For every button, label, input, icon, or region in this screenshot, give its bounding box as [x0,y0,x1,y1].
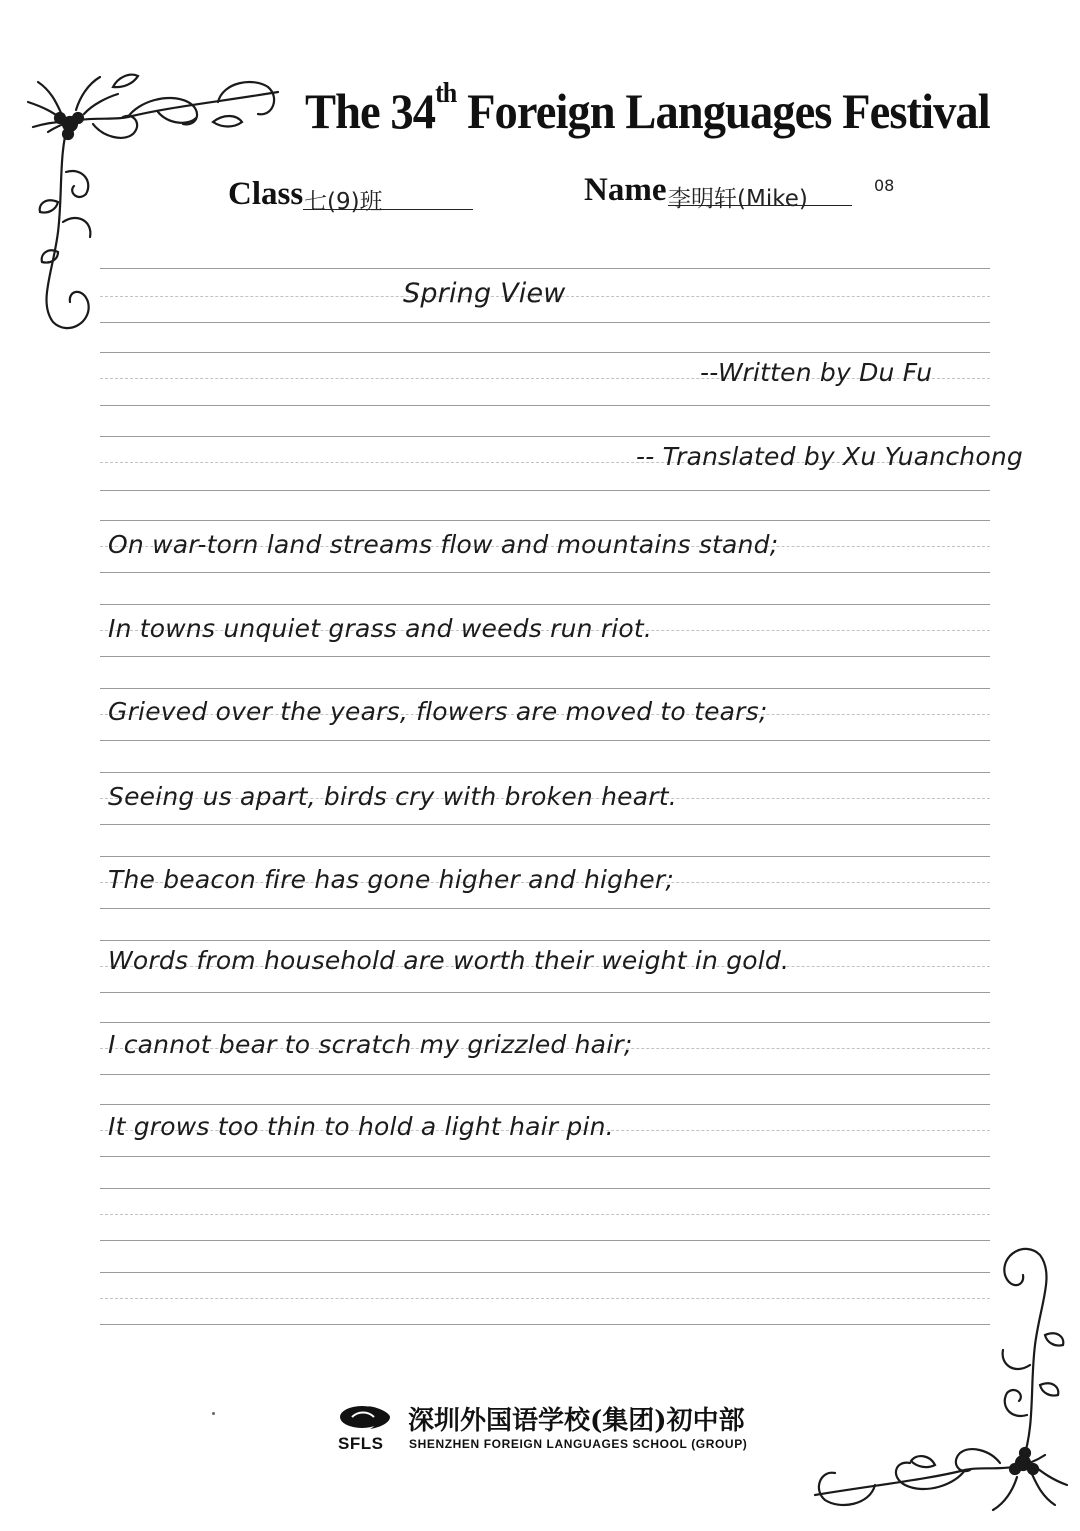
page-title [305,78,990,140]
ruled-line [100,322,990,323]
name-value: 李明轩(Mike) [668,186,808,212]
ruled-line [100,1022,990,1023]
sfls-logo-icon [338,1402,394,1432]
ruled-line [100,1104,990,1105]
ruled-line [100,436,990,437]
ruled-line [100,520,990,521]
name-label: Name [584,172,667,208]
name-underline [668,205,852,206]
ruled-line [100,940,990,941]
poem-author: --Written by Du Fu [700,358,933,387]
poem-line: In towns unquiet grass and weeds run riot. [108,614,653,643]
school-name-chinese: 深圳外国语学校(集团)初中部 [408,1406,745,1436]
sfls-logo-text: SFLS [338,1434,384,1453]
ruled-line [100,1188,990,1189]
class-underline [303,209,473,210]
student-number: 08 [874,176,895,195]
poem-line: Words from household are worth their weight in gold. [108,946,790,975]
ruled-line [100,1272,990,1273]
poem-line: It grows too thin to hold a light hair pin. [108,1112,614,1141]
ruled-line [100,1324,990,1325]
ruled-line [100,856,990,857]
ruled-line [100,352,990,353]
ruled-line [100,1074,990,1075]
poem-translator: -- Translated by Xu Yuanchong [636,442,1023,471]
ruled-line [100,656,990,657]
poem-line: On war-torn land streams flow and mountains stand; [108,530,779,559]
title-superscript: th [435,78,457,109]
ruled-line [100,908,990,909]
poem-line: The beacon fire has gone higher and higher; [108,865,674,894]
ruled-line [100,1240,990,1241]
ruled-line [100,1156,990,1157]
ruled-line [100,1298,990,1299]
poem-title: Spring View [403,278,566,309]
title-prefix: The 34 [305,83,436,139]
poem-line: Grieved over the years, flowers are moved to tears; [108,697,768,726]
ruled-line [100,688,990,689]
class-value: 七(9)班 [304,189,383,215]
class-label: Class [228,176,304,212]
ruled-line [100,604,990,605]
ruled-line [100,405,990,406]
floral-ornament-bottom-right-icon [805,1215,1075,1515]
poem-line: Seeing us apart, birds cry with broken heart. [108,782,677,811]
poem-line: I cannot bear to scratch my grizzled hair; [108,1030,633,1059]
ruled-line [100,268,990,269]
ruled-line [100,992,990,993]
ruled-line [100,772,990,773]
scan-speck [212,1412,215,1415]
ruled-line [100,572,990,573]
school-name-english: SHENZHEN FOREIGN LANGUAGES SCHOOL (GROUP) [409,1437,748,1451]
ruled-line [100,490,990,491]
title-suffix: Foreign Languages Festival [467,83,990,139]
ruled-line [100,1214,990,1215]
ruled-line [100,824,990,825]
ruled-line [100,740,990,741]
